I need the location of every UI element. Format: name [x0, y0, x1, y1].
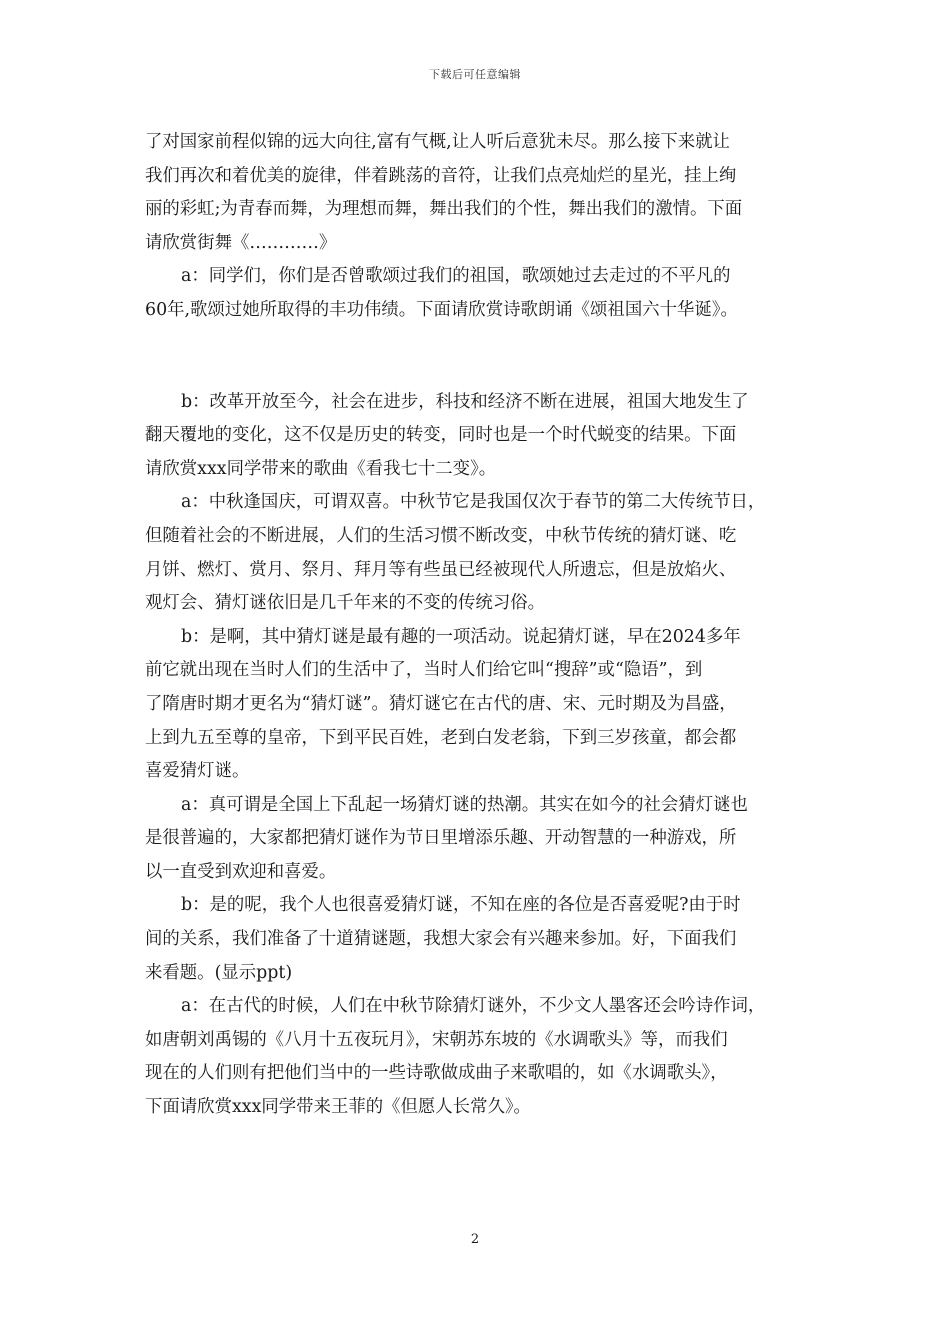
- paragraph-continuation: [145, 126, 825, 260]
- paragraph-a-midautumn: [145, 486, 825, 620]
- text-line: 如唐朝刘禹锡的《八月十五夜玩月》，宋朝苏东坡的《水调歌头》等，而我们: [145, 1029, 728, 1050]
- text-line: 是很普遍的，大家都把猜灯谜作为节日里增添乐趣、开动智慧的一种游戏，所: [145, 828, 737, 849]
- text-line: b：改革开放至今，社会在进步，科技和经济不断在进展，祖国大地发生了: [181, 391, 749, 412]
- paragraph-a-poetry-song: [145, 990, 825, 1124]
- text-line: 我们再次和着优美的旋律，伴着跳荡的音符，让我们点亮灿烂的星光，挂上绚: [145, 165, 737, 186]
- text-line: b：是的呢，我个人也很喜爱猜灯谜，不知在座的各位是否喜爱呢?由于时: [181, 895, 741, 916]
- paragraph-a-poem: [145, 260, 825, 327]
- text-line: 前它就出现在当时人们的生活中了，当时人们给它叫“搜辞”或“隐语”，到: [145, 660, 703, 681]
- page-header-note: 下载后可任意编辑: [429, 68, 521, 81]
- page-number: 2: [470, 1232, 480, 1247]
- text-line: 月饼、燃灯、赏月、祭月、拜月等有些虽已经被现代人所遗忘，但是放焰火、: [145, 559, 737, 580]
- paragraph-gap: [145, 328, 825, 386]
- text-line: 丽的彩虹;为青春而舞，为理想而舞，舞出我们的个性，舞出我们的激情。下面: [145, 199, 743, 220]
- text-line: 了隋唐时期才更名为“猜灯谜”。猜灯谜它在古代的唐、宋、元时期及为昌盛，: [145, 693, 737, 714]
- text-line: 间的关系，我们准备了十道猜谜题，我想大家会有兴趣来参加。好，下面我们: [145, 929, 737, 950]
- text-line: 喜爱猜灯谜。: [145, 761, 250, 782]
- paragraph-b-riddle-game: [145, 889, 825, 990]
- text-line: a：在古代的时候，人们在中秋节除猜灯谜外，不少文人墨客还会吟诗作词，: [181, 996, 766, 1017]
- text-line: 翻天覆地的变化，这不仅是历史的转变，同时也是一个时代蜕变的结果。下面: [145, 425, 737, 446]
- text-line: 60年,歌颂过她所取得的丰功伟绩。下面请欣赏诗歌朗诵《颂祖国六十华诞》。: [145, 299, 738, 320]
- text-line: b：是啊，其中猜灯谜是最有趣的一项活动。说起猜灯谜，早在2024多年: [181, 626, 741, 647]
- text-line: 来看题。(显示ppt): [145, 962, 293, 983]
- text-line: 以一直受到欢迎和喜爱。: [145, 861, 337, 882]
- paragraph-b-riddles-history: [145, 621, 825, 789]
- text-line: 上到九五至尊的皇帝，下到平民百姓，老到白发老翁，下到三岁孩童，都会都: [145, 727, 737, 748]
- text-line: 观灯会、猜灯谜依旧是几千年来的不变的传统习俗。: [145, 593, 545, 614]
- text-line: a：中秋逢国庆，可谓双喜。中秋节它是我国仅次于春节的第二大传统节日，: [181, 492, 766, 513]
- paragraph-a-riddles-popular: [145, 789, 825, 890]
- document-body: [145, 126, 825, 1125]
- text-line: 但随着社会的不断进展，人们的生活习惯不断改变，中秋节传统的猜灯谜、吃: [145, 525, 737, 546]
- text-line: 请欣赏街舞《…………》: [145, 232, 337, 253]
- text-line: 了对国家前程似锦的远大向往,富有气概,让人听后意犹未尽。那么接下来就让: [145, 132, 730, 152]
- text-line: 下面请欣赏xxx同学带来王菲的《但愿人长常久》。: [145, 1097, 531, 1118]
- text-line: a：真可谓是全国上下乱起一场猜灯谜的热潮。其实在如今的社会猜灯谜也: [181, 794, 748, 815]
- text-line: 请欣赏xxx同学带来的歌曲《看我七十二变》。: [145, 458, 497, 479]
- text-line: a：同学们，你们是否曾歌颂过我们的祖国，歌颂她过去走过的不平凡的: [181, 266, 731, 287]
- paragraph-b-reform: [145, 386, 825, 487]
- text-line: 现在的人们则有把他们当中的一些诗歌做成曲子来歌唱的，如《水调歌头》，: [145, 1063, 728, 1084]
